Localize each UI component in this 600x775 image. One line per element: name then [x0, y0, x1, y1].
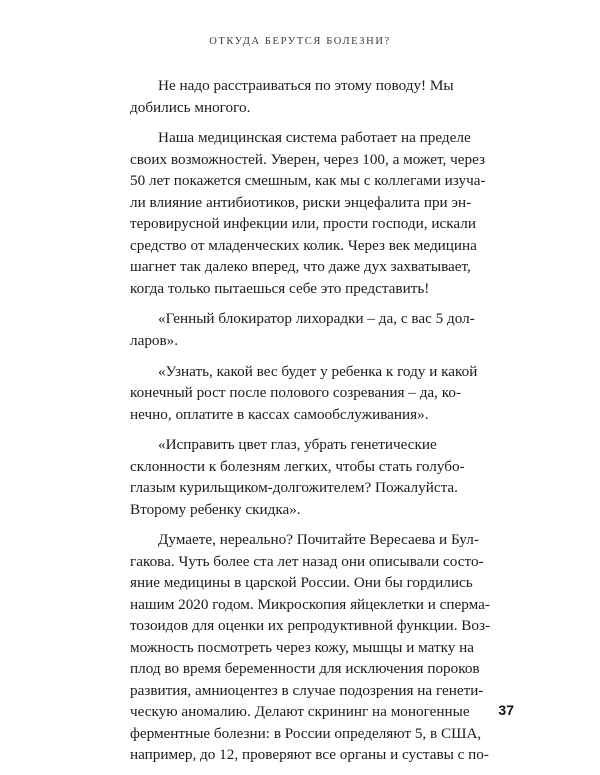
- text-line: например, до 12, проверяют все органы и суставы с по-: [130, 746, 489, 764]
- running-head-title: ОТКУДА БЕРУТСЯ БОЛЕЗНИ?: [209, 36, 391, 47]
- text-line: шагнет так далеко вперед, что даже дух захватывает,: [130, 258, 471, 276]
- text-line: «Исправить цвет глаз, убрать генетические: [158, 436, 437, 454]
- text-line: ли влияние антибиотиков, риски энцефалита при эн-: [130, 193, 472, 211]
- text-line: когда только пытаешься себе это представить!: [130, 279, 430, 297]
- text-line: Думаете, нереально? Почитайте Вересаева и Бул-: [158, 531, 479, 549]
- page-number: 37: [498, 702, 514, 718]
- text-line: можность посмотреть через кожу, мышцы и матку на: [130, 638, 475, 656]
- text-line: гакова. Чуть более ста лет назад они описывали состо-: [130, 552, 484, 570]
- text-line: глазым курильщиком-долгожителем? Пожалуйста.: [130, 479, 458, 497]
- text-line: ларов».: [130, 331, 179, 349]
- text-line: ферментные болезни: в России определяют 5, в США,: [130, 724, 482, 742]
- paragraph-5: [130, 434, 500, 520]
- text-line: конечный рост после полового созревания – да, ко-: [130, 384, 462, 402]
- text-line: Не надо расстраиваться по этому поводу! Мы: [158, 77, 454, 94]
- text-line: «Узнать, какой вес будет у ребенка к году и какой: [158, 362, 478, 380]
- paragraph-2: [130, 127, 500, 299]
- text-line: тозоидов для оценки их репродуктивной функции. Воз-: [130, 617, 491, 635]
- text-line: «Генный блокиратор лихорадки – да, с вас 5 дол-: [158, 310, 475, 328]
- text-line: развития, амниоцентез в случае подозрения на генети-: [130, 681, 484, 699]
- text-line: Второму ребенку скидка».: [130, 500, 301, 518]
- text-line: теровирусной инфекции или, прости господи, искали: [130, 215, 476, 233]
- text-line: средство от младенческих колик. Через век медицина: [130, 236, 477, 254]
- text-line: своих возможностей. Уверен, через 100, а может, через: [130, 150, 485, 168]
- text-line: Наша медицинская система работает на пределе: [158, 129, 471, 147]
- text-line: 50 лет покажется смешным, как мы с коллегами изуча-: [130, 172, 486, 190]
- text-line: ческую аномалию. Делают скрининг на моногенные: [130, 703, 470, 721]
- body-text: [130, 75, 500, 775]
- paragraph-3: [130, 308, 500, 351]
- text-line: нашим 2020 годом. Микроскопия яйцеклетки и сперма-: [130, 595, 490, 613]
- text-line: добились многого.: [130, 98, 251, 116]
- text-line: нечно, оплатите в кассах самообслуживания».: [130, 405, 429, 423]
- paragraph-1: [130, 75, 500, 118]
- text-line: склонности к болезням легких, чтобы стать голубо-: [130, 457, 465, 475]
- paragraph-6: [130, 529, 500, 766]
- text-line: плод во время беременности для исключения пороков: [130, 660, 480, 678]
- paragraph-4: [130, 361, 500, 426]
- text-line: яние медицины в царской России. Они бы гордились: [130, 574, 473, 592]
